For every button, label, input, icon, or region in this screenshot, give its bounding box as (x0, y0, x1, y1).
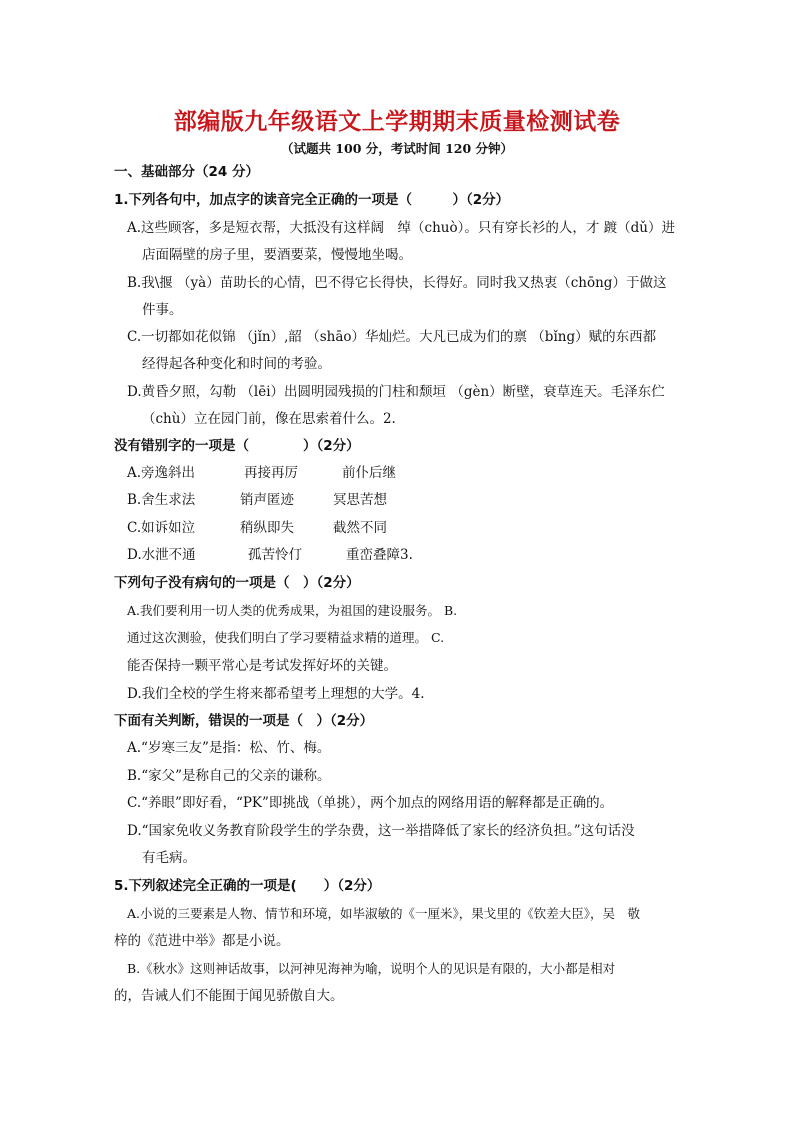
q2-option-a-word3: 前仆后继 (342, 465, 396, 481)
exam-subtitle: （试题共 100 分，考试时间 120 分钟） (280, 141, 514, 156)
q1-option-b-cont: 件事。 (142, 302, 183, 318)
section-heading: 一、基础部分（24 分） (114, 164, 259, 180)
q2-option-d: D.水泄不通 (127, 547, 196, 563)
q1-option-a-cont: 店面隔壁的房子里，要酒要菜，慢慢地坐喝。 (142, 247, 412, 263)
q5-option-b-cont: 的，告诫人们不能囿于闻见骄傲自大。 (114, 988, 344, 1004)
q2-option-b: B.舍生求法 (127, 492, 196, 508)
q5-option-b: B.《秋水》这则神话故事，以河神见海神为喻，说明个人的见识是有限的，大小都是相对 (127, 961, 616, 976)
question-4-stem: 下面有关判断，错误的一项是（ ）（2分） (114, 713, 374, 729)
q2-option-d-word2: 孤苦怜仃 (248, 547, 302, 563)
q2-option-c-word2: 稍纵即失 (240, 520, 294, 536)
q3-option-c: 能否保持一颗平常心是考试发挥好坏的关键。 (127, 658, 397, 674)
q2-option-c-word3: 截然不同 (333, 520, 387, 536)
q2-option-b-word2: 销声匿迹 (240, 492, 294, 508)
q5-option-a-cont: 梓的《范进中举》都是小说。 (114, 933, 290, 949)
q4-option-c: C.“养眼”即好看，“PK”即挑战（单挑），两个加点的网络用语的解释都是正确的。 (127, 795, 614, 811)
q2-option-a: A.旁逸斜出 (127, 465, 196, 481)
q3-option-d: D.我们全校的学生将来都希望考上理想的大学。4. (127, 686, 425, 702)
q3-option-a: A.我们要利用一切人类的优秀成果，为祖国的建设服务。 B. (127, 603, 458, 618)
question-2-stem: 没有错别字的一项是（ ）（2分） (114, 438, 360, 454)
q2-option-b-word3: 冥思苦想 (333, 492, 387, 508)
question-1-stem: 1.下列各句中，加点字的读音完全正确的一项是（ ）（2分） (114, 192, 510, 208)
page-title: 部编版九年级语文上学期期末质量检测试卷 (173, 109, 621, 135)
q1-option-a: A.这些顾客，多是短衣帮，大抵没有这样阔 绰（chuò）。只有穿长衫的人，才 踱（dǔ）进 (127, 220, 675, 236)
q1-option-b: B.我\揠 （yà）苗助长的心情，巴不得它长得快，长得好。同时我又热衷（chōng）于做这 (127, 275, 667, 291)
q3-option-b: 通过这次测验，使我们明白了学习要精益求精的道理。 C. (127, 630, 445, 645)
q2-option-a-word2: 再接再厉 (244, 465, 298, 481)
q1-option-d-cont: （chù）立在园门前，像在思索着什么。2. (142, 411, 396, 427)
q2-option-d-word3: 重峦叠障3. (346, 547, 413, 563)
q4-option-d: D.“国家免收义务教育阶段学生的学杂费，这一举措降低了家长的经济负担。”这句话没 (127, 823, 635, 839)
q2-option-c: C.如诉如泣 (127, 520, 196, 536)
q1-option-c: C.一切都如花似锦 （jǐn）,韶 （shāo）华灿烂。大凡已成为们的禀 （bǐng）赋的东西都 (127, 329, 657, 345)
q4-option-b: B.“家父”是称自己的父亲的谦称。 (127, 768, 331, 784)
q4-option-d-cont: 有毛病。 (142, 850, 196, 866)
question-3-stem: 下列句子没有病句的一项是（ ）（2分） (114, 575, 360, 591)
q4-option-a: A.“岁寒三友”是指：松、竹、梅。 (127, 740, 331, 756)
q1-option-d: D.黄昏夕照，勾勒 （lēi）出圆明园残损的门柱和颓垣 （gèn）断壁，衰草连天。毛泽东伫 (127, 384, 665, 400)
q1-option-c-cont: 经得起各种变化和时间的考验。 (142, 356, 331, 372)
question-5-stem: 5.下列叙述完全正确的一项是( ）（2分） (114, 878, 381, 894)
q5-option-a: A.小说的三要素是人物、情节和环境，如毕淑敏的《一厘米》，果戈里的《钦差大臣》，吴 敬 (127, 906, 641, 921)
